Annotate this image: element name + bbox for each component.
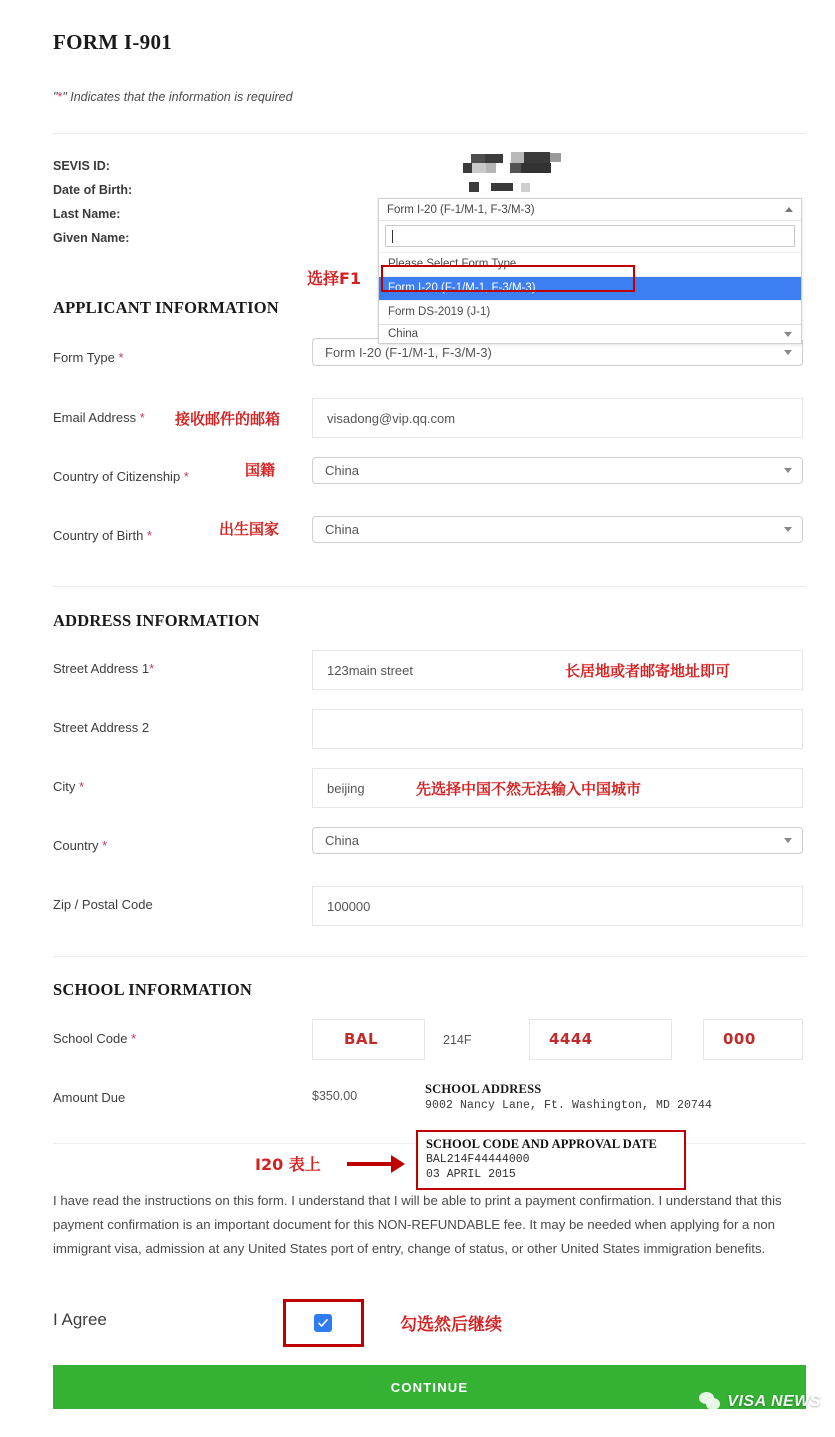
email-address-label-text: Email Address [53,410,137,425]
dropdown-option-ds2019[interactable]: Form DS-2019 (J-1) [379,300,801,324]
email-address-input[interactable] [312,398,803,438]
annotation-i20: I20 表上 [255,1155,321,1174]
country-asterisk: * [102,838,108,853]
zip-postal-code-input[interactable] [312,886,803,926]
given-name-label: Given Name: [53,231,130,245]
annotation-birth: 出生国家 [219,520,280,538]
agreement-text: I have read the instructions on this form. I understand that I will be able to print a payment confirmation. I understand that this payment confirmation is an important document for this NON-REFUNDABLE fee. It may be needed when applying for a non immigrant visa, admission at any United States port of entry, change of status, or other United States immigration benefits. [53,1193,782,1256]
check-icon [317,1317,329,1329]
country-of-birth-label [53,528,152,543]
form-type-dropdown-header[interactable] [379,199,801,221]
section-heading-applicant: APPLICANT INFORMATION [53,298,279,317]
amount-due-label: Amount Due [53,1090,126,1105]
form-type-dropdown-overlay[interactable] [378,198,802,344]
divider-address [53,956,806,957]
sevis-id-label: SEVIS ID: [53,159,110,173]
street-address-1-label [53,661,154,676]
chevron-down-icon [784,468,792,473]
dropdown-option-placeholder[interactable]: Please Select Form Type [379,252,801,276]
school-address-title: SCHOOL ADDRESS [425,1082,542,1096]
watermark [699,1392,821,1411]
country-of-birth-label-text: Country of Birth [53,528,144,543]
chevron-down-icon [784,527,792,532]
i-agree-checkbox[interactable] [314,1314,332,1332]
city-asterisk: * [79,779,85,794]
school-code-part3-value: 4444 [549,1030,593,1048]
page-title: FORM I-901 [53,30,173,54]
annotation-email: 接收邮件的邮箱 [175,410,281,428]
annotation-agree: 勾选然后继续 [400,1315,502,1335]
redacted-personal-info [463,150,573,198]
dropdown-option-i20[interactable]: Form I-20 (F-1/M-1, F-3/M-3) [379,276,801,300]
text-caret-icon [392,230,393,243]
amount-due-value: $350.00 [312,1089,358,1103]
city-label-text: City [53,779,76,794]
school-code-approval-title: SCHOOL CODE AND APPROVAL DATE [426,1137,657,1151]
i-agree-label: I Agree [53,1310,107,1329]
country-of-birth-select[interactable] [312,516,803,543]
country-label [53,838,107,853]
divider-applicant [53,586,806,587]
annotation-select-f1: 选择F1 [307,269,362,288]
street-address-1-value: 123main street [327,662,413,678]
country-of-birth-value: China [325,522,359,537]
zip-postal-code-label: Zip / Postal Code [53,897,153,912]
school-code-part1-value: BAL [344,1030,379,1048]
email-address-value: visadong@vip.qq.com [327,410,456,426]
school-code-asterisk: * [131,1031,137,1046]
required-asterisk: * [57,90,63,104]
citizenship-label-text: Country of Citizenship [53,469,181,484]
date-of-birth-label: Date of Birth: [53,183,133,197]
form-type-search-input[interactable] [385,225,795,247]
continue-button[interactable]: CONTINUE [53,1365,806,1409]
citizenship-select[interactable] [312,457,803,484]
chevron-up-icon [785,207,793,212]
city-label [53,779,84,794]
street-address-2-label: Street Address 2 [53,720,150,735]
divider-header [53,133,806,134]
annotation-street: 长居地或者邮寄地址即可 [565,662,731,680]
wechat-icon [699,1392,721,1411]
dropdown-behind-country-field[interactable] [379,324,801,343]
dropdown-behind-country-value: China [388,328,419,340]
birth-asterisk: * [146,528,153,543]
form-type-label [53,350,124,365]
form-type-label-text: Form Type [53,350,115,365]
annotation-citizenship: 国籍 [245,461,276,479]
school-code-approval-code: BAL214F44444000 [426,1153,530,1166]
email-asterisk: * [139,410,145,425]
annotation-arrow-icon [347,1155,405,1173]
form-type-select-value: Form I-20 (F-1/M-1, F-3/M-3) [325,344,492,360]
required-note-text: " Indicates that the information is required [62,90,293,104]
city-value: beijing [327,780,365,796]
citizenship-label [53,469,189,484]
school-code-part2-static: 214F [443,1033,472,1047]
citizenship-value: China [325,463,359,478]
email-address-label [53,410,145,425]
country-value: China [325,833,359,848]
section-heading-address: ADDRESS INFORMATION [53,611,260,630]
annotation-city: 先选择中国不然无法输入中国城市 [416,780,642,798]
required-note-quote-open: " [53,90,58,104]
watermark-text: VISA NEWS [727,1392,821,1410]
school-code-part4-value: 000 [723,1030,756,1048]
school-code-approval-box [416,1130,686,1190]
chevron-down-icon [784,838,792,843]
school-code-label [53,1031,136,1046]
section-heading-school: SCHOOL INFORMATION [53,980,253,999]
applicant-identity-list [53,154,132,250]
form-type-dropdown-selected-text: Form I-20 (F-1/M-1, F-3/M-3) [387,203,535,216]
school-code-label-text: School Code [53,1031,128,1046]
school-address-value: 9002 Nancy Lane, Ft. Washington, MD 20744 [425,1099,713,1112]
zip-postal-code-value: 100000 [327,898,371,914]
chevron-down-icon [784,332,792,337]
chevron-down-icon [784,350,792,355]
street1-asterisk: * [149,661,155,676]
country-label-text: Country [53,838,99,853]
street-address-1-label-text: Street Address 1 [53,661,150,676]
street-address-2-input[interactable] [312,709,803,749]
last-name-label: Last Name: [53,207,121,221]
required-indicator-note [53,90,293,104]
form-type-asterisk: * [118,350,124,365]
school-code-approval-date: 03 APRIL 2015 [426,1168,516,1181]
country-select[interactable] [312,827,803,854]
citizenship-asterisk: * [183,469,189,484]
